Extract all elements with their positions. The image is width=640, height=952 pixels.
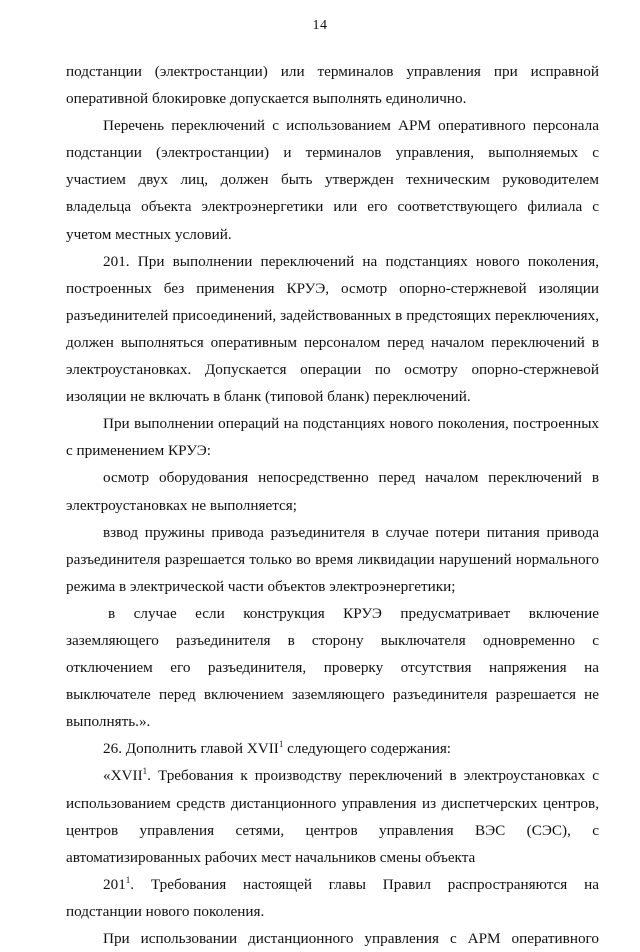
paragraph-grounding-disconnector: в случае если конструкция КРУЭ предусматривает включение заземляющего разъединителя в сторону выключателя одновременно с отключением его разъединителя, проверку отсутствия напряжения на выключателе перед включением заземляющего разъединителя разрешается не выполнять.». — [66, 604, 599, 731]
paragraph-continuation: подстанции (электростанции) или терминалов управления при исправной оперативной блокировке допускается выполнять единолично. — [66, 63, 599, 108]
document-body — [66, 58, 599, 952]
superscript-index: 1 — [278, 739, 284, 750]
amendment-text-end: следующего содержания: — [283, 740, 452, 758]
superscript-index: 1 — [125, 874, 131, 885]
paragraph-remote-control: При использовании дистанционного управления с АРМ оперативного — [103, 930, 599, 947]
paragraph-item-201: 201. При выполнении переключений на подстанциях нового поколения, построенных без применения КРУЭ, осмотр опорно-стержневой изоляции разъединителей присоединений, задействованных в предстоящих переключениях, должен выполняться оперативным персоналом перед началом переключений в электроустановках. Допускается операции по осмотру опорно-стержневой изоляции не включать в бланк (типовой бланк) переключений. — [66, 252, 599, 406]
paragraph-kruye-operations: При выполнении операций на подстанциях нового поколения, построенных с применением КРУЭ: — [66, 415, 599, 460]
item-number: 201 — [103, 875, 126, 893]
amendment-text-start: 26. Дополнить главой XVII — [103, 740, 279, 758]
chapter-heading-xvii1 — [66, 762, 599, 870]
paragraph-amendment-26 — [66, 735, 599, 762]
page-number: 14 — [312, 18, 328, 33]
item-text: . Требования настоящей главы Правил распространяются на подстанции нового поколения. — [66, 875, 599, 920]
superscript-index: 1 — [142, 766, 148, 777]
chapter-heading-end: . Требования к производству переключений в электроустановках с использованием средств дистанционного управления из диспетчерских центров, центров управления сетями, центров управления ВЭС (СЭС), с автоматизированных рабочих мест начальников смены объекта — [66, 767, 599, 866]
paragraph-equipment-inspection: осмотр оборудования непосредственно перед началом переключений в электроустановках не выполняется; — [66, 469, 599, 514]
chapter-heading-start: «XVII — [103, 767, 143, 785]
paragraph-spring-drive: взвод пружины привода разъединителя в случае потери питания привода разъединителя разрешается только во время ликвидации нарушений нормального режима в электрической части объектов электроэнергетики; — [66, 523, 599, 595]
paragraph-switching-list: Перечень переключений с использованием АРМ оперативного персонала подстанции (электростанции) и терминалов управления, выполняемых с участием двух лиц, должен быть утвержден техническим руководителем владельца объекта электроэнергетики или его соответствующего филиала с учетом местных условий. — [66, 117, 599, 243]
paragraph-item-201-1 — [66, 871, 599, 925]
